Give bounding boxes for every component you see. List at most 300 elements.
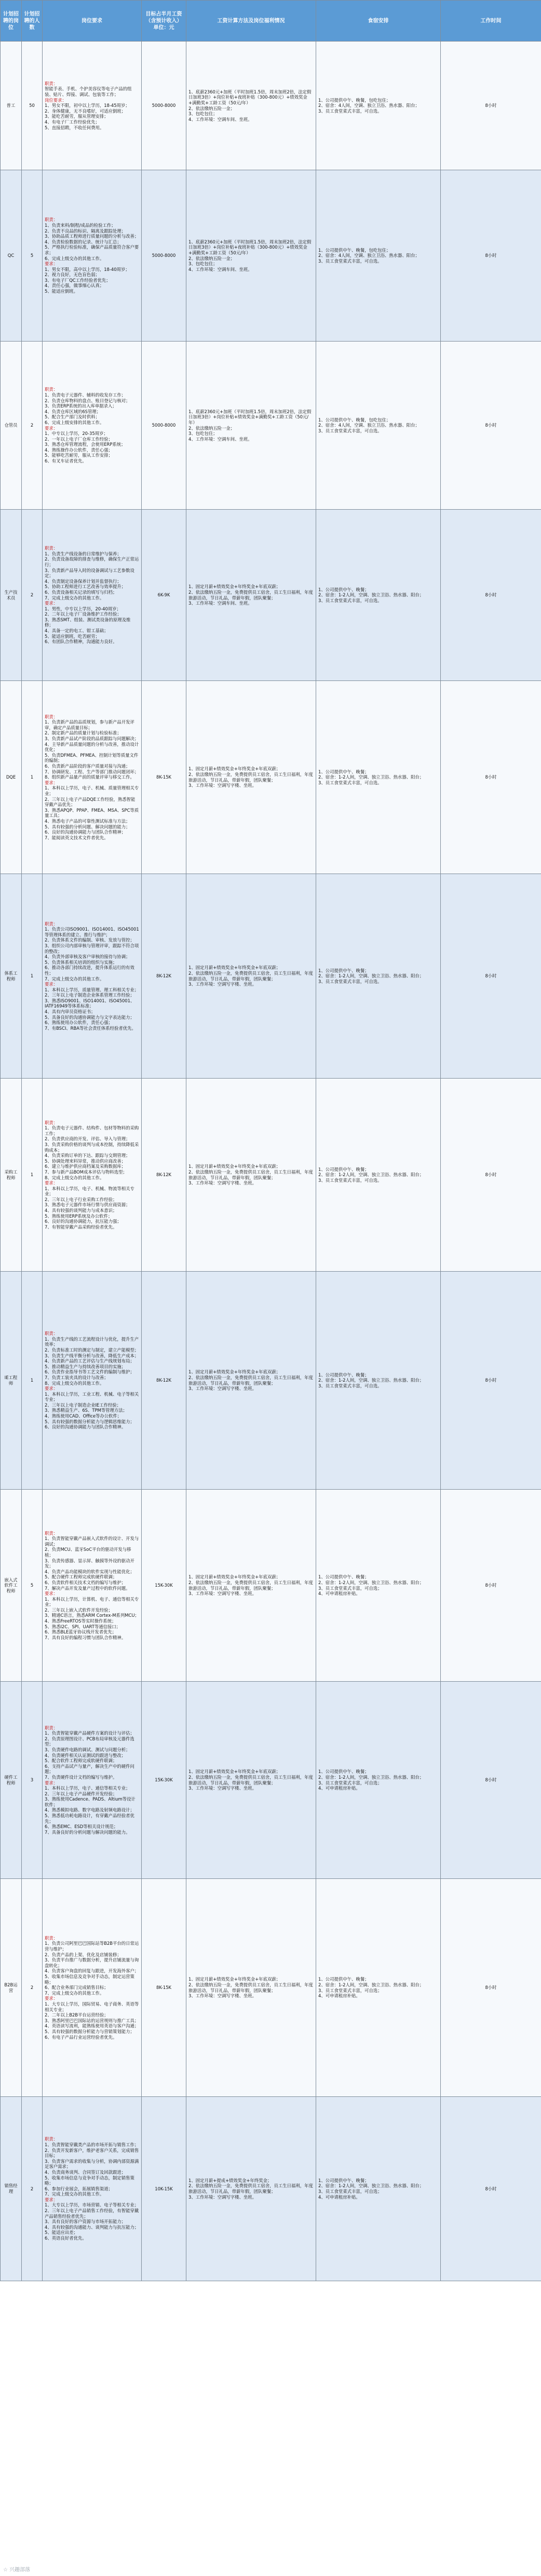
job-position: 普工 [1,42,22,170]
requirement-line: 8、完成上级交办的其他工作。 [45,1175,104,1180]
requirement-line: 6、良好的沟通协调能力与团队合作精神； [45,829,126,835]
requirement-line: 4、负责外部审核及客户审核的接待与协调； [45,954,130,960]
requirement-line: 要求： [45,261,58,267]
requirement-line: 6、有叉车证者优先。 [45,458,87,464]
requirement-line: 4、具有较强的沟通能力、谈判能力与抗压能力； [45,2224,139,2230]
requirement-line: 2、二年以上电子厂设备维护工作经验； [45,611,121,617]
salary-detail-line: 3、工作环境：空调写字楼、坐班。 [188,2194,256,2200]
job-count: 50 [22,42,43,170]
salary-detail-line: 3、包吃包住； [188,111,218,117]
requirement-line: 6、负责设备相关记录的填写与归档； [45,589,117,595]
requirement-line: 2、负责原理图设计、PCB布局审核及元器件选型； [45,1736,134,1747]
requirement-line: 5、熟悉I2C、SPI、UART等通信接口； [45,1624,121,1629]
job-requirements [43,342,142,510]
requirement-line: 7、具有良好的编程习惯与团队合作精神。 [45,1634,126,1640]
requirement-line: 职责： [45,217,58,223]
requirement-line: 1、负责来料/制程/成品的检验工作； [45,222,116,228]
requirement-line: 职责： [45,1120,58,1125]
accommodation-line: 3、员工食堂菜式丰富，可自选。 [318,780,382,785]
requirement-line: 6、推动各部门持续改进，提升体系运行的有效性； [45,965,134,976]
job-salary: 10K-15K [142,2097,186,2281]
job-position: 销售经理 [1,2097,22,2281]
job-hours: 8小时 [441,2097,541,2281]
accommodation-line: 4、可申请租房补贴。 [318,1591,360,1597]
header-hours: 工作时间 [441,1,541,42]
requirement-line: 5、熟悉低功耗电路设计，有穿戴产品经验者优先； [45,1813,134,1824]
requirement-line: 4、负责检验数据的记录、统计与汇总； [45,239,121,244]
job-salary: 5000-8000 [142,342,186,510]
job-accommodation [316,42,441,170]
accommodation-line: 1、公司提供中午、晚餐； [318,1977,369,1982]
job-accommodation [316,2097,441,2281]
requirement-line: 3、负责硬件电路的调试、测试与问题分析； [45,1747,130,1752]
salary-detail-line: 3、工作环境：空调写字楼、坐班。 [188,1180,256,1186]
requirement-line: 5、收集市场信息及竞争对手动态，制定运营策略； [45,1974,134,1985]
job-salary-method [186,1879,316,2097]
requirement-line: 3、熟悉SMT、组装、测试类设备的原理及维修； [45,617,131,628]
job-count: 1 [22,1079,43,1272]
requirement-line: 4、熟悉模拟电路、数字电路及射频电路设计； [45,1807,134,1813]
requirement-line: 7、负责硬件设计文档的编写与维护。 [45,1774,117,1780]
header-accommodation: 食宿安排 [316,1,441,42]
job-salary: 8K-12K [142,1079,186,1272]
accommodation-line: 3、员工食堂菜式丰富，可自选。 [318,1383,382,1388]
requirement-line: 3、熟悉精益生产、6S、TPM等管理方法； [45,1408,127,1413]
requirement-line: 3、协助品质工程师进行质量问题的分析与改善； [45,234,139,239]
requirement-line: 7、参与新产品BOM成本评估与物料选型； [45,1169,127,1175]
salary-detail-line: 1、固定月薪+绩效奖金+年终奖金+年底双薪； [188,965,281,971]
accommodation-line: 1、公司提供中午、晚餐，包吃包住； [318,247,391,253]
salary-detail-line: 1、固定月薪+绩效奖金+年终奖金+年底双薪； [188,766,281,772]
requirement-line: 1、负责公司阿里巴巴国际站等B2B平台的日常运营与维护； [45,1941,139,1952]
table-row [1,681,541,874]
salary-detail-line: 3、工作环境：空调写字楼、坐班。 [188,982,256,987]
accommodation-line: 2、宿舍：1-2人间，空调、独立卫浴、热水器、阳台； [318,973,424,979]
accommodation-line: 1、公司提供中午、晚餐； [318,967,369,973]
job-accommodation [316,681,441,874]
requirement-line: 3、精通C语言，熟悉ARM Cortex-M系列MCU； [45,1613,139,1618]
requirement-line: 5、负责体系相关培训的组织与实施； [45,959,117,965]
salary-detail-line: 1、底薪2360元+加班（平时加班1.5倍，周末加班2倍，法定假日加班3倍）+岗位补贴+绩效奖金+满勤奖+工龄工资（50元/年） [188,408,312,425]
requirement-line: 2、负责供应商的开发、评估、导入与管理； [45,1136,130,1142]
job-position: DQE [1,681,22,874]
requirement-line: 5、配合软件工程师完成软硬件联调； [45,1758,117,1764]
requirement-line: 1、负责生产线设备的日常维护与保养； [45,551,121,556]
requirement-line: 2、三年以上嵌入式软件开发经验； [45,1607,113,1613]
accommodation-line: 4、可申请租房补贴。 [318,1993,360,1999]
job-salary-method [186,681,316,874]
requirement-line: 6、良好的沟通协调能力，抗压能力强； [45,1219,121,1224]
requirement-line: 2、负责仓库物料的盘点、账目登记与核对； [45,398,130,403]
accommodation-line: 3、员工食堂菜式丰富，可自选。 [318,597,382,603]
requirement-line: 1、负责电子元器件、结构件、包材等物料的采购工作； [45,1125,139,1136]
requirement-line: 6、完成上级交办的其他工作。 [45,255,104,261]
salary-detail-line: 2、依法缴纳五险一金； [188,255,235,261]
requirement-line: 1、负责智能穿戴类产品的市场开拓与销售工作； [45,2142,139,2147]
salary-detail-line: 1、固定月薪+绩效奖金+年终奖金+年底双薪； [188,1369,281,1375]
requirement-line: 1、负责生产线的工艺流程设计与优化，提升生产效率； [45,1336,139,1347]
accommodation-line: 2、宿舍：1-2人间，空调、独立卫浴、热水器、阳台； [318,1982,424,1987]
job-count: 5 [22,170,43,342]
requirement-line: 2、负责开发新客户，维护老客户关系，完成销售目标； [45,2147,139,2159]
table-row [1,42,541,170]
requirement-line: 2、负责设备故障的排查与维修，确保生产正常运行； [45,556,139,567]
job-count: 5 [22,1490,43,1682]
job-salary: 8K-15K [142,681,186,874]
salary-detail-line: 1、固定月薪+绩效奖金+年终奖金+年底双薪； [188,1574,281,1580]
requirement-line: 3、负责新产品导入时的设备调试与工艺参数设定； [45,567,134,579]
salary-detail-line: 4、工作环境：空调车间、坐班。 [188,116,252,122]
salary-detail-line: 1、固定月薪+提成+绩效奖金+年终奖金； [188,2177,272,2183]
job-position: 嵌入式软件工程师 [1,1490,22,1682]
salary-detail-line: 2、依法缴纳五险一金，免费提供员工宿舍，员工生日福利，年度旅游活动，节日礼品，带薪年假，团队聚餐； [188,1169,313,1180]
salary-detail-line: 2、依法缴纳五险一金，免费提供员工宿舍，员工生日福利，年度旅游活动，节日礼品，带薪年假，团队聚餐； [188,1579,313,1591]
table-row [1,510,541,681]
requirement-line: 6、负责作业指导书等工艺文件的编制与维护； [45,1369,134,1375]
table-row [1,1272,541,1490]
job-requirements [43,510,142,681]
requirement-line: 5、协调处理来料异常，推动供应商改善； [45,1158,126,1164]
requirement-line: 7、有BSCI、RBA等社会责任体系经验者优先。 [45,1025,136,1031]
requirement-line: 6、熟悉EMC、ESD等相关设计规范； [45,1824,118,1830]
accommodation-line: 2、宿舍：1-2人间，空调、独立卫浴、热水器、阳台； [318,1378,424,1383]
job-salary-method [186,1272,316,1490]
requirement-line: 要求： [45,601,58,606]
requirement-line: 3、负责客户需求的收集与分析，协调内部资源满足客户需求； [45,2158,139,2170]
requirement-line: 5、熟练使用ERP系统及办公软件； [45,1213,113,1219]
requirement-line: 7、完成上级交办的其他工作。 [45,1990,104,1996]
job-count: 2 [22,342,43,510]
job-salary-method [186,170,316,342]
job-accommodation [316,1079,441,1272]
requirement-line: 5、能够吃苦耐劳，服从工作安排； [45,453,113,458]
requirement-line: 4、英语读写流利，能熟练使用英语与客户沟通； [45,2023,139,2029]
accommodation-line: 3、员工食堂菜式丰富，可自选； [318,1987,382,1993]
accommodation-line: 4、可申请租房补贴。 [318,2194,360,2200]
requirement-line: 3、负责生产线平衡分析与改善，降低生产成本； [45,1353,139,1358]
table-row [1,170,541,342]
job-hours: 8小时 [441,1879,541,2097]
salary-detail-line: 1、固定月薪+绩效奖金+年终奖金+年底双薪； [188,1769,281,1775]
accommodation-line: 3、员工食堂菜式丰富，可自选。 [318,258,382,264]
requirement-line: 7、协调研发、工程、生产等部门推动问题闭环； [45,769,139,774]
accommodation-line: 2、宿舍：1-2人间，空调、独立卫浴、热水器、阳台； [318,2183,424,2189]
requirement-line: 4、有电子厂工作经验优先； [45,119,100,125]
accommodation-line: 1、公司提供中午、晚餐； [318,769,369,774]
requirement-line: 1、本科以上学历，电子、机械、物流等相关专业； [45,1185,134,1197]
salary-detail-line: 2、依法缴纳五险一金，免费提供员工宿舍，员工生日福利，年度旅游活动，节日礼品，带薪年假，团队聚餐； [188,589,313,601]
requirement-line: 要求： [45,1780,58,1786]
accommodation-line: 1、公司提供中午、晚餐； [318,1166,369,1172]
job-count: 1 [22,1272,43,1490]
requirement-line: 2、三年以上电子制造企业体系管理工作经验； [45,992,134,998]
requirement-line: 6、熟练使用办公软件，责任心强； [45,1020,113,1026]
requirement-line: 3、熟练使用Cadence、PADS、Altium等设计软件； [45,1796,136,1807]
requirement-line: 4、具备一定的电工、钳工基础； [45,628,109,634]
requirement-line: 3、熟悉阿里巴巴国际站的运营规则与推广工具； [45,2018,139,2023]
requirement-line: 3、负责传感器、显示屏、触摸等外设的驱动开发； [45,1558,134,1569]
accommodation-line: 3、员工食堂菜式丰富，可自选； [318,1780,382,1786]
job-salary-method [186,1079,316,1272]
requirement-line: 1、中专以上学历，20-35周岁； [45,431,108,437]
table-row [1,1079,541,1272]
job-hours: 8小时 [441,510,541,681]
requirement-line: 5、收集市场信息与竞争对手动态，制定销售策略； [45,2175,134,2186]
requirement-line: 6、负责新产品阶段的客户质量对接与沟通； [45,764,130,769]
requirement-line: 4、负责客户询盘的回复与跟进，开发海外客户； [45,1968,139,1974]
requirement-line: 2、负责体系文件的编制、审核、发放与管控； [45,937,134,943]
requirement-line: 6、参加行业展会，拓展销售渠道； [45,2186,113,2191]
requirement-line: 6、有团队合作精神，沟通能力良好。 [45,639,117,645]
requirement-line: 职责： [45,921,58,926]
requirement-line: 4、负责硬件相关认证测试的跟进与整改； [45,1752,126,1758]
job-position: QC [1,170,22,342]
requirement-line: 职责： [45,714,58,719]
job-accommodation [316,510,441,681]
requirement-line: 3、负责平台推广与数据分析，提升店铺流量与询盘转化； [45,1957,139,1968]
requirement-line: 职责： [45,546,58,551]
job-hours: 8小时 [441,342,541,510]
job-hours: 8小时 [441,1079,541,1272]
requirement-line: 要求： [45,780,58,785]
accommodation-line: 1、公司提供中午、晚餐； [318,1372,369,1378]
job-salary-method [186,42,316,170]
requirement-line: 6、有电子产品行业运营经验者优先。 [45,2034,117,2040]
requirement-line: 1、大专以上学历，市场营销、电子等相关专业； [45,2202,139,2208]
job-requirements [43,1272,142,1490]
salary-detail-line: 4、工作环境：空调车间、坐班。 [188,436,252,442]
requirement-line: 职责： [45,80,58,86]
job-accommodation [316,1490,441,1682]
requirement-line: 8、完成上级交办的其他工作。 [45,1380,104,1386]
salary-detail-line: 3、工作环境：空调写字楼、坐班。 [188,1591,256,1597]
job-count: 3 [22,1682,43,1879]
requirement-line: 4、负责采购订单的下达、跟踪与交期管理； [45,1153,130,1158]
requirement-line: 要求： [45,1996,58,2001]
job-accommodation [316,874,441,1079]
requirement-line: 2、三年以上电子制造企业IE工作经验； [45,1402,121,1408]
requirement-line: 1、负责新产品的品质规划，参与新产品开发评审，确定产品质量目标； [45,719,134,730]
requirement-line: 5、推动精益生产与持续改善项目的实施； [45,1364,126,1369]
salary-detail-line: 1、固定月薪+绩效奖金+年终奖金+年底双薪； [188,584,281,590]
job-count: 1 [22,681,43,874]
requirement-line: 6、良好的沟通协调能力与团队合作精神。 [45,1424,126,1430]
salary-detail-line: 2、依法缴纳五险一金； [188,425,235,431]
requirement-line: 2、二年以上B2B平台运营经验； [45,2012,109,2018]
job-position: 采购工程师 [1,1079,22,1272]
requirement-line: 4、负责制定设备保养计划并监督执行； [45,578,121,584]
job-salary-method [186,874,316,1079]
requirement-line: 3、熟悉APQP、PPAP、FMEA、MSA、SPC等质量工具； [45,807,139,819]
job-position: 硬件工程师 [1,1682,22,1879]
job-position: 生产技术员 [1,510,22,681]
requirement-line: 6、完成上级安排的其他工作。 [45,419,104,425]
accommodation-line: 2、宿舍：1-2人间，空调、独立卫浴、热水器、阳台； [318,1774,424,1780]
job-salary: 8K-15K [142,1879,186,2097]
job-requirements [43,42,142,170]
requirement-line: 4、熟悉电子产品的可靠性测试标准与方法； [45,818,130,824]
job-salary: 15K-30K [142,1490,186,1682]
salary-detail-line: 3、包吃包住； [188,431,218,437]
requirement-line: 7、有智能穿戴产品采购经验者优先。 [45,1224,117,1230]
job-hours: 8小时 [441,170,541,342]
requirement-line: 3、负责采购价格的谈判与成本控制，持续降低采购成本； [45,1141,139,1153]
table-body [1,42,541,2281]
requirement-line: 7、具备良好的分析问题与解决问题的能力。 [45,1829,130,1835]
salary-detail-line: 3、工作环境：空调写字楼、坐班。 [188,1386,256,1392]
job-salary: 6K-9K [142,510,186,681]
requirement-line: 2、三年以上电子产品硬件开发经验； [45,1791,117,1796]
requirement-line: 7、完成上级交办的其他工作。 [45,595,104,601]
job-position: IE工程师 [1,1272,22,1490]
job-hours: 8小时 [441,874,541,1079]
job-hours: 8小时 [441,1272,541,1490]
accommodation-line: 1、公司提供中午、晚餐； [318,587,369,592]
requirement-line: 2、三年以上电子行业采购工作经验； [45,1196,117,1202]
requirement-line: 2、负责不良品的标识、隔离及跟踪处理； [45,228,126,234]
requirement-line: 5、具有较强的分析问题、解决问题的能力； [45,824,130,829]
requirement-line: 5、严格执行检验标准，确保产品质量符合客户要求； [45,244,139,255]
requirement-line: 1、本科以上学历，电子、通信等相关专业； [45,1786,130,1791]
job-salary-method [186,342,316,510]
requirement-line: 6、支持产品试产与量产，解决生产中的硬件问题； [45,1763,134,1775]
job-requirements [43,874,142,1079]
accommodation-line: 1、公司提供中午、晚餐； [318,2177,369,2183]
job-requirements [43,1682,142,1879]
requirement-line: 岗位要求： [45,97,66,103]
table-row [1,1682,541,1879]
accommodation-line: 1、公司提供中午、晚餐； [318,1574,369,1580]
requirement-line: 2、制定新产品的质量计划与检验标准； [45,730,121,736]
requirement-line: 2、三年以上电子产品销售工作经验，有智能穿戴产品销售经验者优先； [45,2208,139,2219]
requirement-line: 8、组织新产品量产前的质量评审与移交工作。 [45,774,134,780]
table-row [1,2097,541,2281]
job-requirements [43,170,142,342]
job-count: 1 [22,874,43,1079]
salary-detail-line: 3、工作环境：空调写字楼、坐班。 [188,783,256,788]
job-count: 2 [22,510,43,681]
requirement-line: 6、英语良好者优先。 [45,2236,87,2241]
table-row [1,1879,541,2097]
job-salary-method [186,1682,316,1879]
requirement-line: 5、配合硬件工程师完成软硬件联调； [45,1574,117,1580]
requirement-line: 智能手表、手机、个护美容仪等电子产品的组装、贴片、焊接、调试、包装等工作； [45,86,132,98]
job-count: 2 [22,2097,43,2281]
table-row [1,1490,541,1682]
job-accommodation [316,170,441,342]
requirement-line: 2、负责MCU、蓝牙SoC平台的驱动开发与移植； [45,1547,131,1558]
job-position: 仓管员 [1,342,22,510]
job-salary: 5000-8000 [142,42,186,170]
requirement-line: 4、负责商务谈判、合同签订及回款跟进； [45,2169,126,2175]
requirement-line: 4、责任心强，做事细心认真； [45,283,104,289]
requirement-line: 3、组织公司内部审核与管理评审，跟踪不符合项的整改； [45,943,139,954]
salary-detail-line: 2、依法缴纳五险一金； [188,105,235,111]
accommodation-line: 2、宿舍：4人间，空调、独立卫浴、热水器、阳台； [318,103,420,108]
requirement-line: 要求： [45,1591,58,1597]
accommodation-line: 1、公司提供中午、晚餐，包吃包住； [318,417,391,422]
requirement-line: 4、负责仓库区域的6S管理； [45,408,101,414]
requirement-line: 5、负责DFMEA、PFMEA、控制计划等质量文件的编制； [45,752,139,764]
job-salary-method [186,1490,316,1682]
requirement-line: 5、配合生产部门及时供料； [45,414,100,420]
requirement-line: 4、熟练使用CAD、Office等办公软件； [45,1413,122,1419]
requirement-line: 2、身体健康，无不良嗜好，可适应倒班； [45,108,126,114]
requirement-line: 1、负责智能穿戴产品硬件方案的设计与评估； [45,1730,134,1736]
requirement-line: 2、一年以上电子厂仓库工作经验； [45,436,113,442]
accommodation-line: 2、宿舍：1-2人间，空调、独立卫浴、热水器、阳台； [318,1579,424,1585]
salary-detail-line: 3、工作环境：空调写字楼、坐班。 [188,1786,256,1791]
requirement-line: 7、完成上级交办的其他工作。 [45,976,104,982]
job-hours: 8小时 [441,681,541,874]
requirement-line: 3、熟悉仓库管理流程，会使用ERP系统； [45,442,126,447]
requirement-line: 5、具备良好的沟通协调能力与文字表达能力； [45,1014,134,1020]
header-salary-method: 工资计算方法及岗位福利情况 [186,1,316,42]
requirement-line: 4、负责新产品的工艺评估与生产线规划布局； [45,1358,134,1364]
requirement-line: 5、具有较强的数据分析能力与营销策划能力； [45,2028,134,2034]
job-salary: 15K-30K [142,1682,186,1879]
requirement-line: 7、负责工装夹具的设计与改善； [45,1374,109,1380]
requirement-line: 要求： [45,1386,58,1392]
requirement-line: 4、熟悉FreeRTOS等实时操作系统； [45,1618,116,1624]
accommodation-line: 3、员工食堂菜式丰富，可自选。 [318,108,382,114]
requirement-line: 职责： [45,1935,58,1941]
job-hours: 8小时 [441,42,541,170]
requirement-line: 3、具有良好的客户资源与市场开拓能力； [45,2219,126,2225]
requirement-line: 1、男女不限，高中以上学历，18-40周岁； [45,266,130,272]
salary-detail-line: 2、依法缴纳五险一金，免费提供员工宿舍，员工生日福利，年度旅游活动，节日礼品，带薪年假，团队聚餐； [188,1982,313,1993]
requirement-line: 3、负责新产品试产阶段的品质跟踪与问题解决； [45,736,139,742]
salary-detail-line: 3、包吃包住； [188,261,218,267]
requirement-line: 2、视力良好，无色盲色弱； [45,272,100,278]
requirement-line: 6、熟悉BLE蓝牙协议栈开发者优先； [45,1629,117,1635]
accommodation-line: 3、员工食堂菜式丰富，可自选； [318,1585,382,1591]
table-row [1,342,541,510]
requirement-line: 1、本科以上学历，工业工程、机械、电子等相关专业； [45,1391,139,1402]
requirement-line: 要求： [45,982,58,987]
salary-detail-line: 2、依法缴纳五险一金，免费提供员工宿舍，员工生日福利，年度旅游活动，节日礼品，带薪年假，团队聚餐； [188,2183,313,2194]
requirement-line: 4、主导新产品质量问题的分析与改善，推动设计优化； [45,741,139,753]
table-row [1,874,541,1079]
requirement-line: 1、本科以上学历，质量管理、理工科相关专业； [45,987,139,992]
requirement-line: 1、负责智能穿戴产品嵌入式软件的设计、开发与调试； [45,1536,139,1547]
header-count: 计划招聘的人数 [22,1,43,42]
requirement-line: 4、具有较强的谈判能力与成本意识； [45,1208,117,1214]
requirement-line: 4、具有内审员资格证书； [45,1009,96,1015]
job-accommodation [316,1879,441,2097]
accommodation-line: 3、员工食堂菜式丰富，可自选； [318,2189,382,2194]
requirement-line: 2、负责标准工时的测定与制定，建立产能模型； [45,1347,139,1353]
job-position: 体系工程师 [1,874,22,1079]
accommodation-line: 3、员工食堂菜式丰富，可自选。 [318,428,382,433]
table-header-row [1,1,541,42]
salary-detail-line: 2、依法缴纳五险一金，免费提供员工宿舍，员工生日福利，年度旅游活动，节日礼品，带薪年假，团队聚餐； [188,771,313,783]
salary-detail-line: 2、依法缴纳五险一金，免费提供员工宿舍，员工生日福利，年度旅游活动，节日礼品，带薪年假，团队聚餐； [188,1374,313,1386]
requirement-line: 5、协助工程师进行工艺改善与效率提升； [45,584,126,590]
requirement-line: 1、男女不限，初中以上学历，18-45周岁； [45,103,130,108]
salary-detail-line: 1、底薪2360元+加班（平时加班1.5倍，周末加班2倍，法定假日加班3倍）+岗位补贴+夜班补贴（300-800元）+绩效奖金+满勤奖+工龄工资（50元/年） [188,89,312,105]
salary-detail-line: 3、工作环境：空调车间、坐班。 [188,601,252,606]
requirement-line: 1、大专以上学历，国际贸易、电子商务、英语等相关专业； [45,2001,139,2012]
requirement-line: 5、能适应出差； [45,2230,78,2236]
watermark: ☆ 兴趣部落 [3,2567,31,2573]
requirement-line: 1、男性，中专以上学历，20-40周岁； [45,606,121,611]
accommodation-line: 1、公司提供中午、晚餐，包吃包住； [318,97,391,103]
requirement-line: 2、负责产品的上架、优化及店铺装修； [45,1952,121,1957]
requirement-line: 职责： [45,1725,58,1730]
salary-detail-line: 1、固定月薪+绩效奖金+年终奖金+年底双薪； [188,1977,281,1982]
job-requirements [43,681,142,874]
